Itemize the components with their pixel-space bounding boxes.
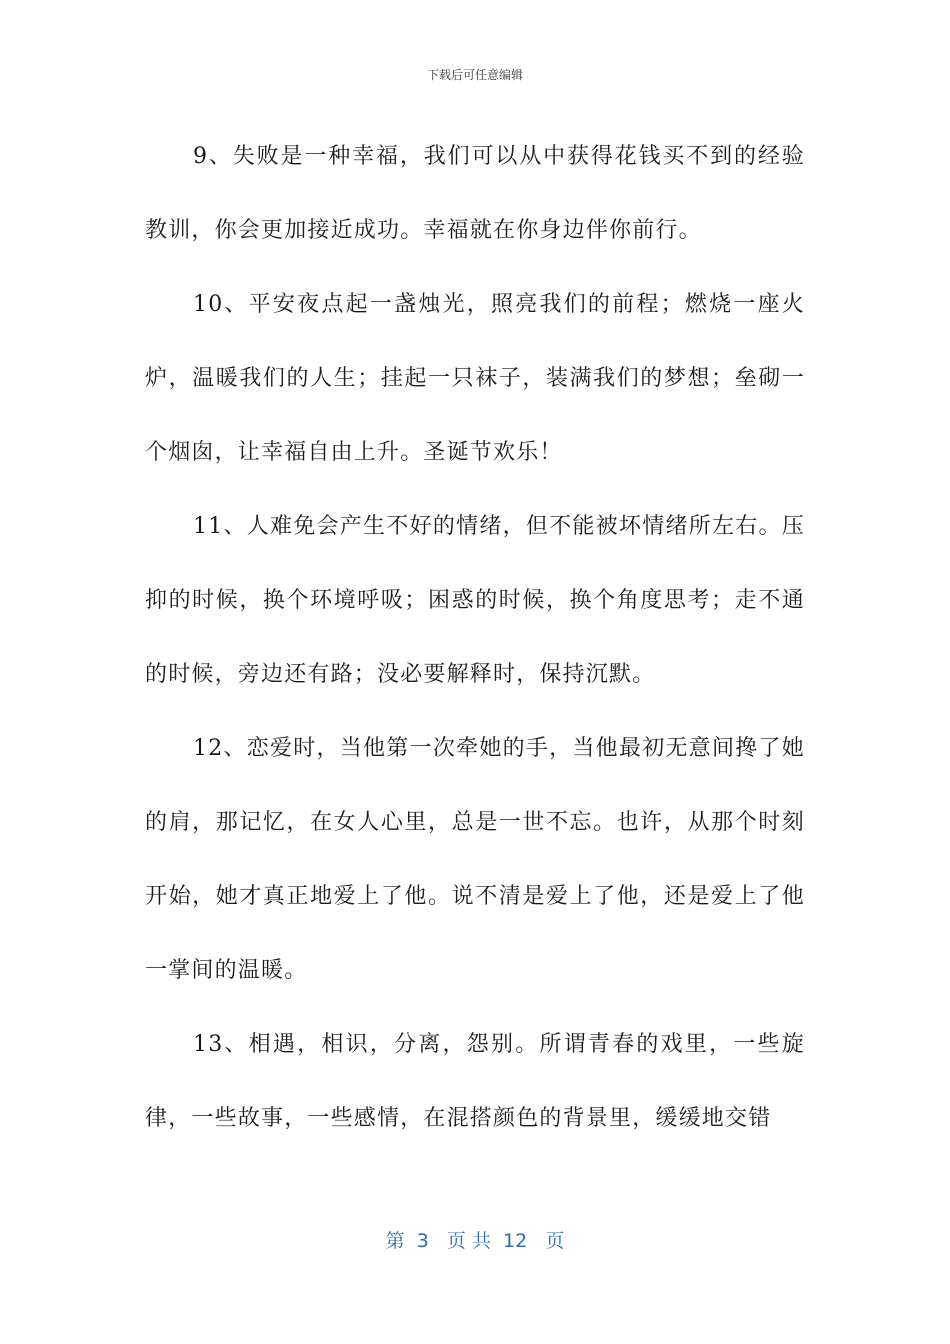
- paragraph-11: 11、人难免会产生不好的情绪，但不能被坏情绪所左右。压抑的时候，换个环境呼吸；困惑的时候，换个角度思考；走不通的时候，旁边还有路；没必要解释时，保持沉默。: [145, 514, 805, 687]
- document-body: [145, 120, 805, 1156]
- paragraph-10: 10、平安夜点起一盏烛光，照亮我们的前程；燃烧一座火炉，温暖我们的人生；挂起一只袜子，装满我们的梦想；垒砌一个烟囱，让幸福自由上升。圣诞节欢乐！: [145, 292, 805, 465]
- paragraph-9: 9、失败是一种幸福，我们可以从中获得花钱买不到的经验教训，你会更加接近成功。幸福就在你身边伴你前行。: [145, 144, 805, 243]
- header-note: 下载后可任意编辑: [426, 68, 523, 82]
- page-number-footer: 第 3 页 共 12 页: [385, 1230, 565, 1252]
- paragraph-12: 12、恋爱时，当他第一次牵她的手，当他最初无意间搀了她的肩，那记忆，在女人心里，总是一世不忘。也许，从那个时刻开始，她才真正地爱上了他。说不清是爱上了他，还是爱上了他一掌间的温暖。: [145, 736, 805, 983]
- paragraph-13: 13、相遇，相识，分离，怨别。所谓青春的戏里，一些旋律，一些故事，一些感情，在混搭颜色的背景里，缓缓地交错: [145, 1032, 805, 1131]
